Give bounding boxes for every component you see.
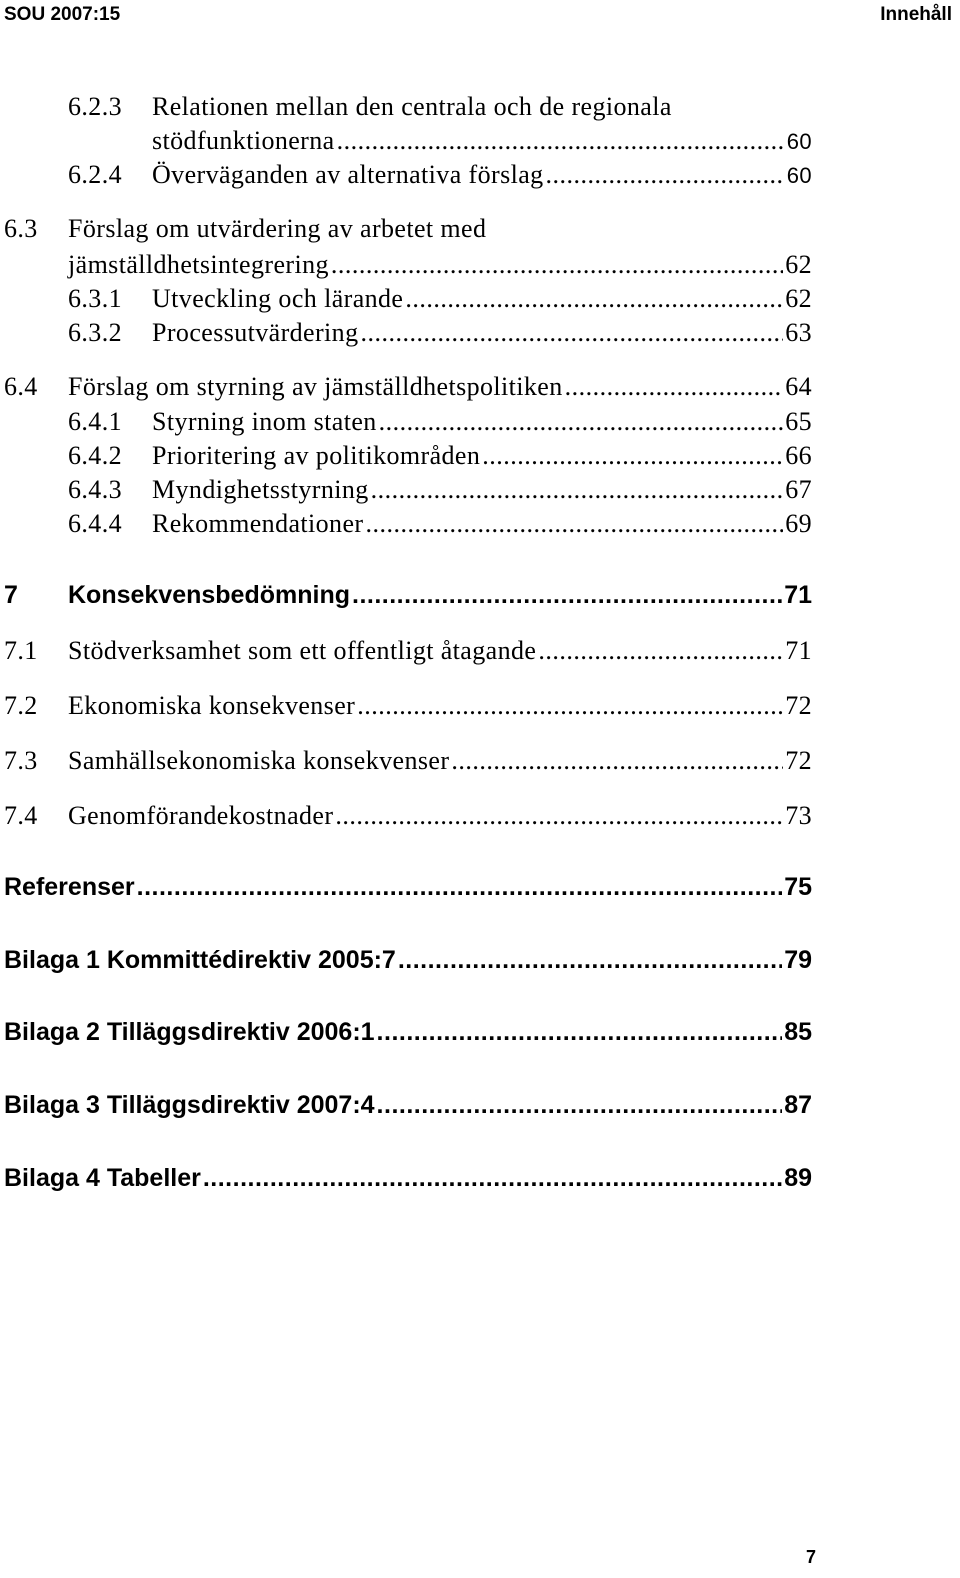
- toc-entry-title: Bilaga 1 Kommittédirektiv 2005:7: [4, 946, 396, 974]
- dot-leader: [337, 125, 785, 157]
- toc-entry-page: 72: [785, 746, 812, 775]
- toc-entry-title: Överväganden av alternativa förslag: [152, 160, 544, 189]
- toc-entry-6-3-1[interactable]: [68, 283, 812, 315]
- toc-entry-title: Styrning inom staten: [152, 407, 377, 436]
- toc-entry-number: 7: [4, 581, 18, 609]
- toc-entry-page: 79: [784, 946, 812, 974]
- toc-entry-6-2-4[interactable]: [68, 159, 812, 192]
- toc-entry-number: 6.4.4: [68, 509, 122, 538]
- toc-entry-title: Bilaga 4 Tabeller: [4, 1164, 201, 1192]
- dot-leader: [360, 317, 783, 349]
- toc-entry-bilaga-4[interactable]: [4, 1162, 812, 1194]
- toc-entry-6-3-2[interactable]: [68, 317, 812, 349]
- toc-entry-bilaga-2[interactable]: [4, 1016, 812, 1048]
- dot-leader: [398, 944, 782, 976]
- toc-entry-title: Rekommendationer: [152, 509, 364, 538]
- running-header-left: SOU 2007:15: [4, 4, 121, 25]
- toc-entry-page: 60: [786, 129, 812, 154]
- toc-entry-6-2-3-title-line1: Relationen mellan den centrala och de regionala: [152, 92, 672, 121]
- toc-entry-bilaga-3[interactable]: [4, 1089, 812, 1121]
- dot-leader: [546, 159, 785, 191]
- toc-entry-number: 6.4: [4, 372, 38, 401]
- toc-entry-page: 87: [784, 1091, 812, 1119]
- toc-entry-title: Genomförandekostnader: [68, 801, 334, 830]
- toc-entry-title: Referenser: [4, 873, 135, 901]
- dot-leader: [377, 1016, 783, 1048]
- toc-entry-page: 62: [785, 250, 812, 279]
- toc-entry-number: 6.2.4: [68, 160, 122, 189]
- toc-entry-page: 60: [786, 163, 812, 188]
- toc-entry-bilaga-1[interactable]: [4, 944, 812, 976]
- toc-entry-6-4-3[interactable]: [68, 474, 812, 506]
- dot-leader: [565, 371, 784, 403]
- toc-entry-title: Bilaga 2 Tilläggsdirektiv 2006:1: [4, 1018, 375, 1046]
- toc-entry-6-4-2[interactable]: [68, 440, 812, 472]
- toc-entry-7-4[interactable]: [4, 800, 812, 832]
- toc-entry-page: 89: [784, 1164, 812, 1192]
- dot-leader: [203, 1162, 782, 1194]
- toc-entry-number: 7.4: [4, 801, 38, 830]
- dot-leader: [377, 1089, 783, 1121]
- toc-entry-title: Förslag om styrning av jämställdhetspolitiken: [68, 372, 563, 401]
- dot-leader: [405, 283, 783, 315]
- toc-entry-page: 65: [785, 407, 812, 436]
- toc-entry-title: Utveckling och lärande: [152, 284, 404, 313]
- toc-entry-6-4-4[interactable]: [68, 508, 812, 540]
- toc-entry-number: 6.3.2: [68, 318, 122, 347]
- toc-entry-6-3-title-line1: Förslag om utvärdering av arbetet med: [68, 214, 487, 243]
- toc-entry-title: jämställdhetsintegrering: [68, 250, 329, 279]
- toc-entry-7-1[interactable]: [4, 635, 812, 667]
- toc-entry-number: 6.4.2: [68, 441, 122, 470]
- toc-entry-6-3-number: 6.3: [4, 214, 38, 243]
- toc-entry-7-2[interactable]: [4, 690, 812, 722]
- dot-leader: [482, 440, 783, 472]
- toc-entry-page: 66: [785, 441, 812, 470]
- toc-entry-6-4[interactable]: [4, 371, 812, 403]
- toc-entry-number: 7.1: [4, 636, 38, 665]
- toc-entry-title: Prioritering av politikområden: [152, 441, 481, 470]
- toc-entry-page: 69: [785, 509, 812, 538]
- toc-entry-title: Processutvärdering: [152, 318, 359, 347]
- dot-leader: [379, 406, 784, 438]
- toc-entry-number: 7.2: [4, 691, 38, 720]
- toc-entry-page: 73: [785, 801, 812, 830]
- dot-leader: [331, 249, 783, 281]
- toc-entry-title: Ekonomiska konsekvenser: [68, 691, 356, 720]
- toc-entry-6-2-3[interactable]: [152, 125, 812, 158]
- toc-entry-6-4-1[interactable]: [68, 406, 812, 438]
- toc-entry-title: Samhällsekonomiska konsekvenser: [68, 746, 450, 775]
- toc-entry-7-3[interactable]: [4, 745, 812, 777]
- toc-entry-number: 7.3: [4, 746, 38, 775]
- toc-entry-6-3[interactable]: [68, 249, 812, 281]
- toc-entry-page: 71: [784, 581, 812, 609]
- page-number: 7: [805, 1547, 816, 1567]
- toc-entry-page: 85: [784, 1018, 812, 1046]
- toc-entry-referenser[interactable]: [4, 871, 812, 903]
- dot-leader: [538, 635, 783, 667]
- toc-entry-page: 62: [785, 284, 812, 313]
- dot-leader: [451, 745, 783, 777]
- toc-entry-number: 6.3.1: [68, 284, 122, 313]
- dot-leader: [371, 474, 784, 506]
- toc-entry-title: Stödverksamhet som ett offentligt åtagande: [68, 636, 537, 665]
- toc-entry-title: Myndighetsstyrning: [152, 475, 369, 504]
- toc-entry-page: 67: [785, 475, 812, 504]
- toc-entry-page: 72: [785, 691, 812, 720]
- toc-entry-title: Konsekvensbedömning: [68, 581, 350, 609]
- toc-entry-page: 63: [785, 318, 812, 347]
- dot-leader: [365, 508, 783, 540]
- running-header-right: Innehåll: [880, 4, 952, 25]
- toc-entry-title: stödfunktionerna: [152, 126, 335, 155]
- dot-leader: [357, 690, 783, 722]
- dot-leader: [352, 579, 782, 611]
- toc-entry-number: 6.4.3: [68, 475, 122, 504]
- toc-entry-title: Bilaga 3 Tilläggsdirektiv 2007:4: [4, 1091, 375, 1119]
- toc-entry-page: 75: [784, 873, 812, 901]
- dot-leader: [335, 800, 783, 832]
- toc-entry-6-2-3-number: 6.2.3: [68, 92, 122, 121]
- toc-entry-7[interactable]: [4, 579, 812, 611]
- dot-leader: [137, 871, 783, 903]
- toc-entry-number: 6.4.1: [68, 407, 122, 436]
- toc-entry-page: 64: [785, 372, 812, 401]
- toc-entry-page: 71: [785, 636, 812, 665]
